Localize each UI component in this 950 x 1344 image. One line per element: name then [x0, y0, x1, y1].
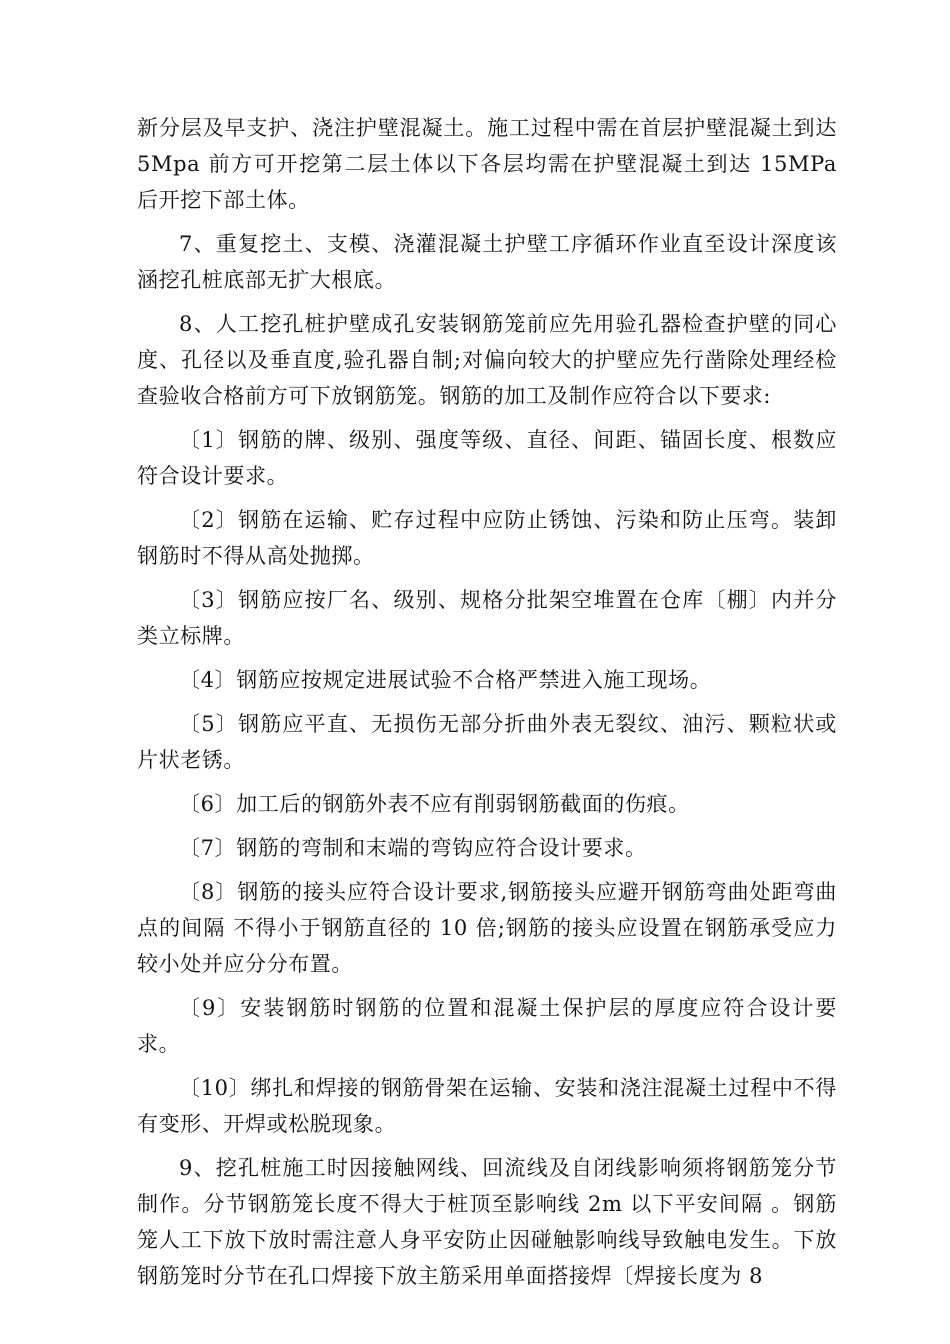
subitem-7: 〔7〕钢筋的弯制和末端的弯钩应符合设计要求。 [179, 836, 647, 860]
subitem-6: 〔6〕加工后的钢筋外表不应有削弱钢筋截面的伤痕。 [179, 792, 690, 816]
subitem-3: 〔3〕钢筋应按厂名、级别、规格分批架空堆置在仓库〔棚〕内并分类立标牌。 [137, 588, 837, 648]
subitem-2: 〔2〕钢筋在运输、贮存过程中应防止锈蚀、污染和防止压弯。装卸钢筋时不得从高处抛掷。 [137, 508, 837, 568]
subitem-9: 〔9〕安装钢筋时钢筋的位置和混凝土保护层的厚度应符合设计要求。 [137, 996, 837, 1056]
paragraph-item-9: 9、挖孔桩施工时因接触网线、回流线及自闭线影响须将钢筋笼分节制作。分节钢筋笼长度不得大于桩顶至影响线 2m 以下平安间隔 。钢筋笼人工下放下放时需注意人身平安防止因碰触影响线导致触电发生。下放钢筋笼时分节在孔口焊接下放主筋采用单面搭接焊〔焊接长度为 8 [137, 1156, 837, 1288]
subitem-4: 〔4〕钢筋应按规定进展试验不合格严禁进入施工现场。 [179, 668, 712, 692]
paragraph-continuation: 新分层及早支护、浇注护壁混凝土。施工过程中需在首层护壁混凝土到达 5Mpa 前方可开挖第二层土体以下各层均需在护壁混凝土到达 15MPa 后开挖下部土体。 [137, 116, 837, 212]
subitem-10: 〔10〕绑扎和焊接的钢筋骨架在运输、安装和浇注混凝土过程中不得有变形、开焊或松脱现象。 [137, 1076, 837, 1136]
paragraph-item-8: 8、人工挖孔桩护壁成孔安装钢筋笼前应先用验孔器检查护壁的同心度、孔径以及垂直度,验孔器自制;对偏向较大的护壁应先行凿除处理经检查验收合格前方可下放钢筋笼。钢筋的加工及制作应符合以下要求: [137, 312, 837, 408]
subitem-5: 〔5〕钢筋应平直、无损伤无部分折曲外表无裂纹、油污、颗粒状或片状老锈。 [137, 712, 837, 772]
document-page [137, 110, 837, 1302]
paragraph-item-7: 7、重复挖土、支模、浇灌混凝土护壁工序循环作业直至设计深度该涵挖孔桩底部无扩大根底。 [137, 232, 837, 292]
subitem-8: 〔8〕钢筋的接头应符合设计要求,钢筋接头应避开钢筋弯曲处距弯曲点的间隔 不得小于钢筋直径的 10 倍;钢筋的接头应设置在钢筋承受应力较小处并应分分布置。 [137, 880, 837, 976]
subitem-1: 〔1〕钢筋的牌、级别、强度等级、直径、间距、锚固长度、根数应符合设计要求。 [137, 428, 837, 488]
